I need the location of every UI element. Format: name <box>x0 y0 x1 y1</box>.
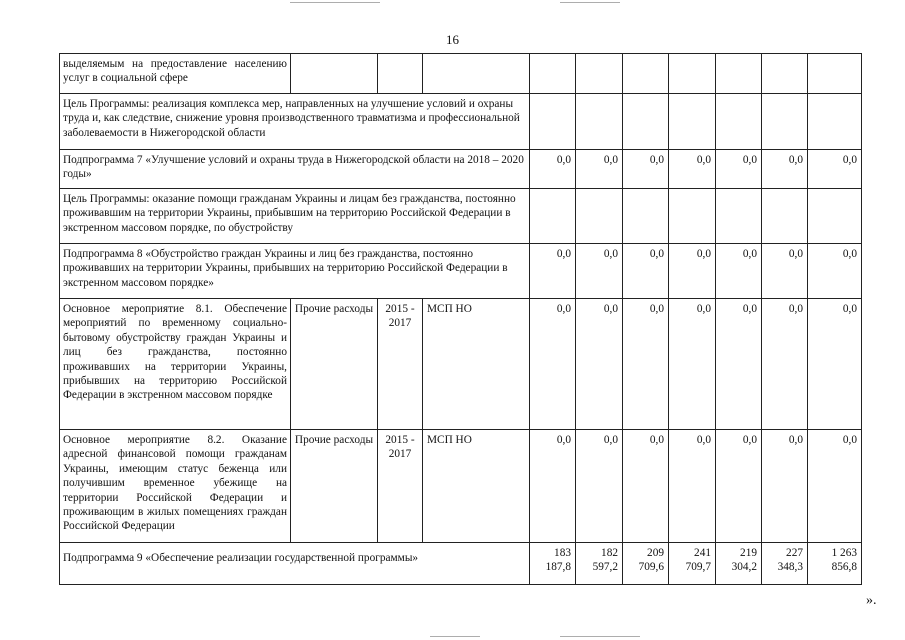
value-cell: 0,0 <box>669 299 716 430</box>
value-cell: 0,0 <box>808 299 862 430</box>
value-cell: 0,0 <box>716 430 762 543</box>
table-row <box>60 150 862 189</box>
value-cell: 0,0 <box>762 430 808 543</box>
value-cell: 0,0 <box>623 299 669 430</box>
value-cell: 0,0 <box>808 244 862 299</box>
empty-cell <box>669 54 716 94</box>
empty-cell <box>716 94 762 150</box>
value-cell: 0,0 <box>530 430 576 543</box>
empty-cell <box>808 94 862 150</box>
empty-cell <box>530 189 576 244</box>
subprogram-title: Подпрограмма 7 «Улучшение условий и охраны труда в Нижегородской области на 2018 – 2020 годы» <box>60 150 530 189</box>
value-cell: 0,0 <box>808 150 862 189</box>
empty-cell <box>808 189 862 244</box>
table-row <box>60 189 862 244</box>
closing-quote-mark: ». <box>866 593 877 608</box>
value-cell: 0,0 <box>623 430 669 543</box>
period: 2015 - 2017 <box>378 299 423 430</box>
empty-cell <box>762 189 808 244</box>
empty-cell <box>530 94 576 150</box>
table-row <box>60 299 862 430</box>
empty-cell <box>762 94 808 150</box>
expense-type: Прочие расходы <box>291 299 378 430</box>
empty-cell <box>808 54 862 94</box>
scan-artifact-line <box>560 2 620 3</box>
value-cell: 0,0 <box>762 299 808 430</box>
value-cell: 0,0 <box>669 244 716 299</box>
value-cell: 0,0 <box>716 150 762 189</box>
program-goal: Цель Программы: реализация комплекса мер, направленных на улучшение условий и охраны труда и, как следствие, снижение уровня производственного травматизма и профессиональной заболеваемости в Нижегородской области <box>60 94 530 150</box>
value-cell: 241 709,7 <box>669 543 716 585</box>
value-cell: 1 263 856,8 <box>808 543 862 585</box>
subprogram-title: Подпрограмма 8 «Обустройство граждан Украины и лиц без гражданства, постоянно проживавших на территории Украины, прибывших на территорию Российской Федерации в экстренном массовом порядке» <box>60 244 530 299</box>
empty-cell <box>716 189 762 244</box>
period: 2015 - 2017 <box>378 430 423 543</box>
row-label: выделяемым на предоставление населению услуг в социальной сфере <box>60 54 291 94</box>
value-cell: 183 187,8 <box>530 543 576 585</box>
table-row <box>60 543 862 585</box>
table-row <box>60 244 862 299</box>
empty-cell <box>291 54 378 94</box>
empty-cell <box>576 189 623 244</box>
empty-cell <box>669 189 716 244</box>
empty-cell <box>669 94 716 150</box>
scan-artifact-line <box>430 636 480 637</box>
empty-cell <box>623 54 669 94</box>
program-goal: Цель Программы: оказание помощи гражданам Украины и лицам без гражданства, постоянно проживавшим на территории Украины, прибывшим на территорию Российской Федерации в экстренном массовом порядке, по обустройству <box>60 189 530 244</box>
empty-cell <box>623 94 669 150</box>
value-cell: 0,0 <box>576 299 623 430</box>
value-cell: 0,0 <box>576 150 623 189</box>
expense-type: Прочие расходы <box>291 430 378 543</box>
value-cell: 0,0 <box>623 244 669 299</box>
empty-cell <box>716 54 762 94</box>
executor: МСП НО <box>423 299 530 430</box>
value-cell: 0,0 <box>762 244 808 299</box>
value-cell: 0,0 <box>716 299 762 430</box>
executor: МСП НО <box>423 430 530 543</box>
page-number: 16 <box>446 32 459 47</box>
value-cell: 0,0 <box>669 150 716 189</box>
value-cell: 0,0 <box>669 430 716 543</box>
scan-artifact-line <box>560 636 640 637</box>
table-row <box>60 94 862 150</box>
value-cell: 0,0 <box>576 244 623 299</box>
value-cell: 219 304,2 <box>716 543 762 585</box>
measure-description: Основное мероприятие 8.1. Обеспечение мероприятий по временному социально-бытовому обустройству граждан Украины и лиц без гражданства, постоянно проживавших на территории Украины, прибывших на территорию Российской Федерации в экстренном массовом порядке <box>60 299 291 430</box>
value-cell: 0,0 <box>530 299 576 430</box>
value-cell: 182 597,2 <box>576 543 623 585</box>
table-row <box>60 54 862 94</box>
value-cell: 0,0 <box>576 430 623 543</box>
measure-description: Основное мероприятие 8.2. Оказание адресной финансовой помощи гражданам Украины, имеющим статус беженца или получившим временное убежище на территории Российской Федерации и проживающим в жилых помещениях граждан Российской Федерации <box>60 430 291 543</box>
empty-cell <box>378 54 423 94</box>
value-cell: 209 709,6 <box>623 543 669 585</box>
program-finance-table <box>59 53 862 585</box>
table-row <box>60 430 862 543</box>
empty-cell <box>576 54 623 94</box>
empty-cell <box>762 54 808 94</box>
value-cell: 0,0 <box>762 150 808 189</box>
empty-cell <box>530 54 576 94</box>
empty-cell <box>576 94 623 150</box>
subprogram-title: Подпрограмма 9 «Обеспечение реализации государственной программы» <box>60 543 530 585</box>
value-cell: 0,0 <box>808 430 862 543</box>
empty-cell <box>423 54 530 94</box>
value-cell: 0,0 <box>716 244 762 299</box>
scan-artifact-line <box>290 2 380 3</box>
value-cell: 0,0 <box>530 244 576 299</box>
value-cell: 0,0 <box>623 150 669 189</box>
value-cell: 227 348,3 <box>762 543 808 585</box>
value-cell: 0,0 <box>530 150 576 189</box>
empty-cell <box>623 189 669 244</box>
